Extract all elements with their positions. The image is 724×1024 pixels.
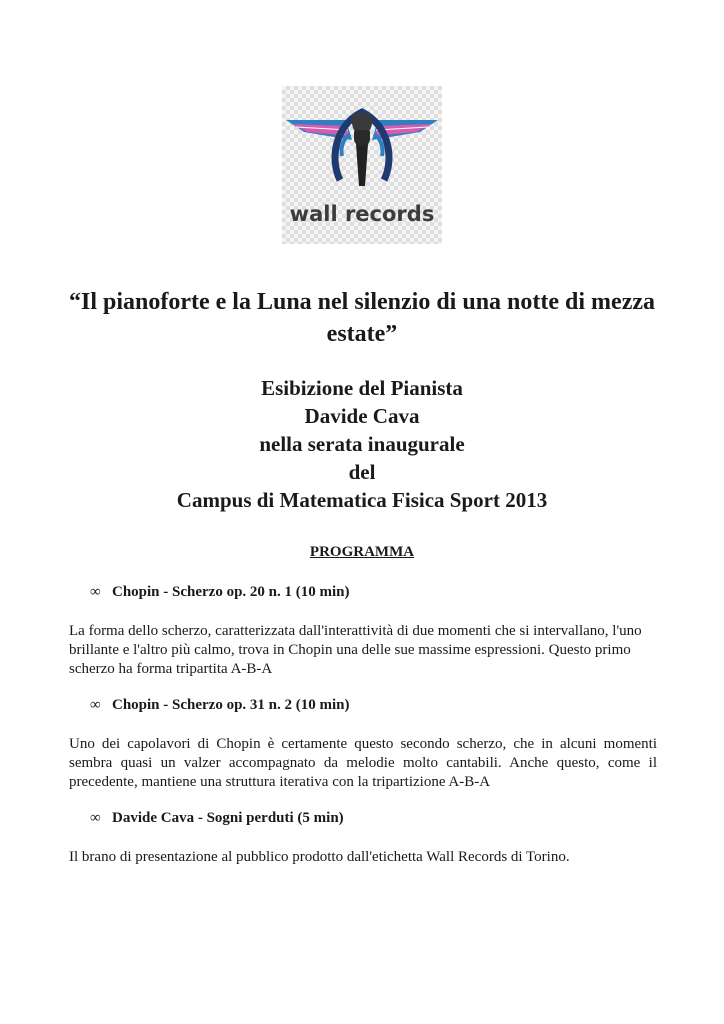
subtitle-line: Davide Cava [304, 404, 420, 428]
page-title: “Il pianoforte e la Luna nel silenzio di una notte di mezza estate” [68, 289, 655, 347]
subtitle-line: del [348, 460, 376, 484]
logo-text: wall records [289, 202, 435, 226]
program-item-description: Il brano di presentazione al pubblico prodotto dall'etichetta Wall Records di Torino. [69, 849, 570, 865]
item-title-text: Chopin - Scherzo op. 31 n. 2 (10 min) [112, 697, 350, 713]
subtitle-line: nella serata inaugurale [259, 432, 465, 456]
infinity-bullet-icon: ∞ [90, 584, 101, 600]
program-item-title [90, 584, 350, 601]
program-item-title [90, 697, 350, 714]
infinity-bullet-icon: ∞ [90, 697, 101, 713]
program-item-description: Uno dei capolavori di Chopin è certamente questo secondo scherzo, che in alcuni momenti sembra quasi un valzer accompagnato da melodie molto cantabili. Anche questo, come il precedente, mantiene una struttura iterativa con la tripartizione A-B-A [69, 736, 657, 790]
winged-microphone-icon [282, 86, 442, 202]
item-title-text: Davide Cava - Sogni perduti (5 min) [112, 810, 344, 826]
program-item-title [90, 810, 344, 827]
program-item-description: La forma dello scherzo, caratterizzata dall'interattività di due momenti che si intervallano, l'uno brillante e l'altro più calmo, trova in Chopin una delle sue massime espressioni. Questo primo scherzo ha forma tripartita A-B-A [69, 623, 642, 677]
subtitle-line: Campus di Matematica Fisica Sport 2013 [176, 488, 548, 512]
item-title-text: Chopin - Scherzo op. 20 n. 1 (10 min) [112, 584, 350, 600]
event-subtitle [40, 374, 684, 514]
program-heading: PROGRAMMA [309, 544, 415, 560]
infinity-bullet-icon: ∞ [90, 810, 101, 826]
wall-records-logo [282, 86, 442, 244]
subtitle-line: Esibizione del Pianista [261, 376, 463, 400]
